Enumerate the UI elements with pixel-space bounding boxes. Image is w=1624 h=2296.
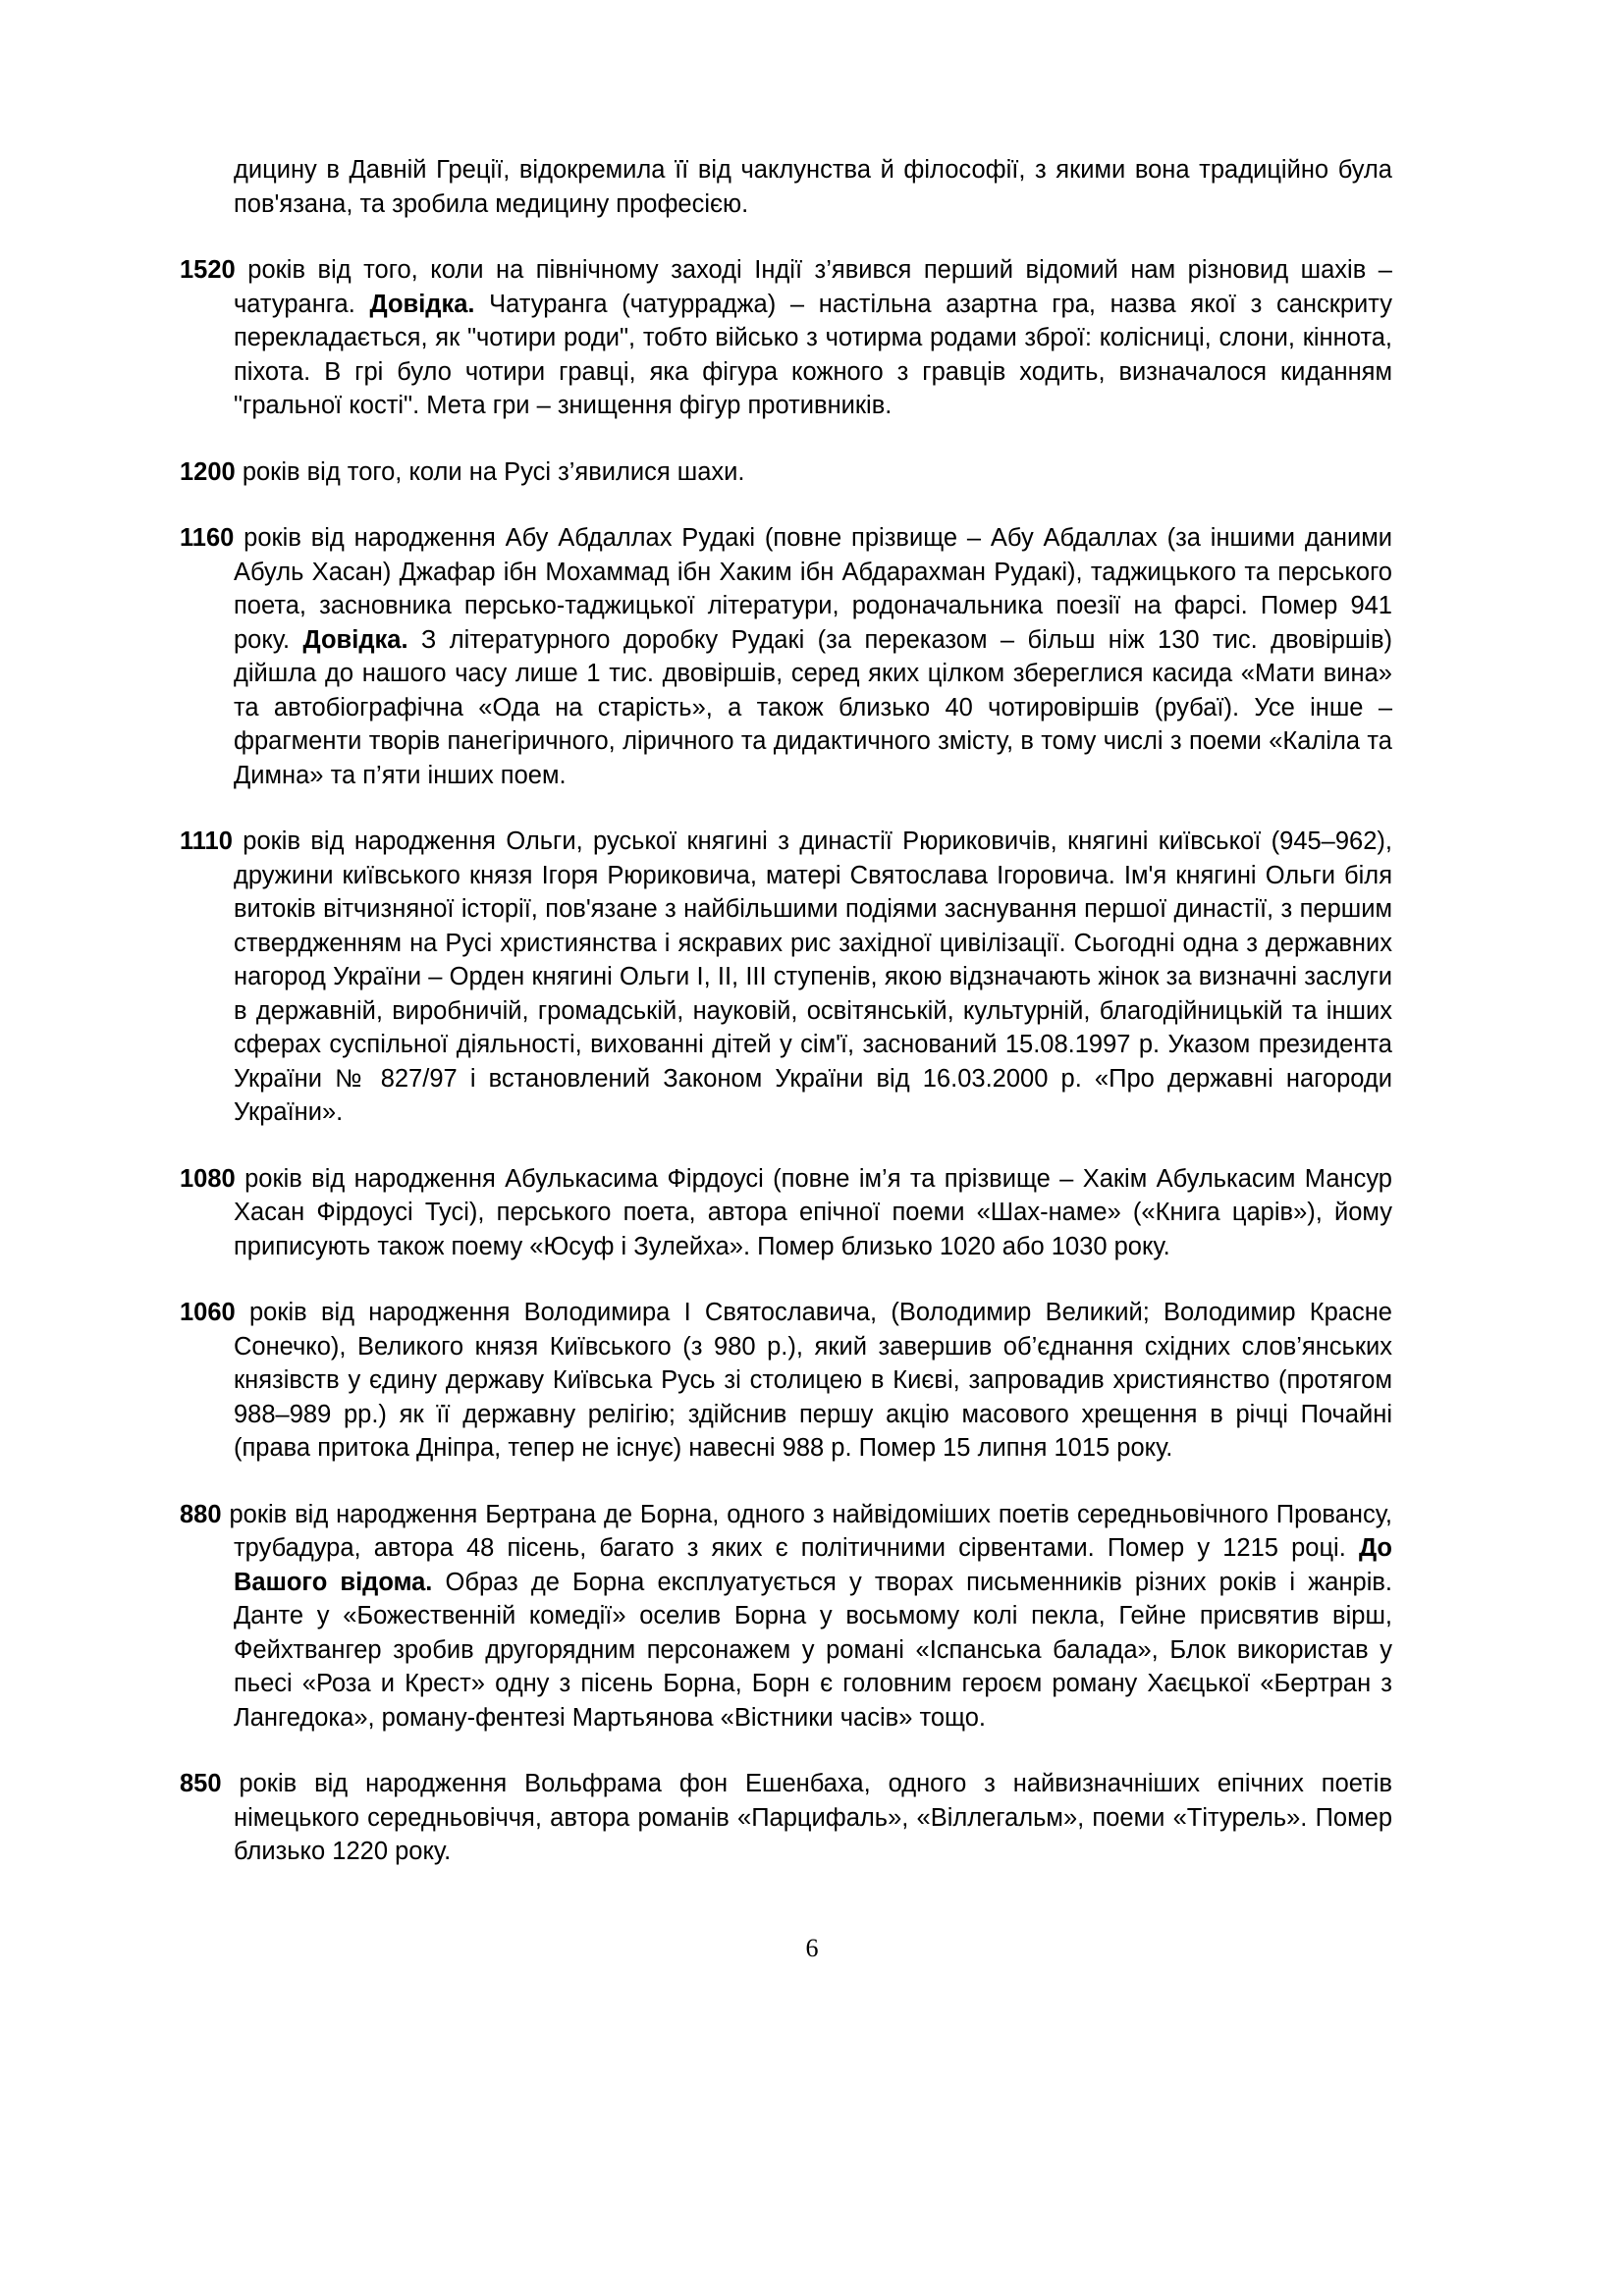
entry-year: 1160 (180, 524, 235, 552)
entry-850 (180, 1767, 1392, 1869)
entry-1200 (180, 455, 1392, 490)
entry-text: років від того, коли на північному заході Індії з’явився перший відомий нам різновид шахів – чатуранга. (234, 256, 1392, 318)
entry-text: років від того, коли на Русі з’явилися шахи. (235, 457, 745, 486)
entry-1060 (180, 1296, 1392, 1466)
entry-1160 (180, 521, 1392, 792)
entry-note-label: До Вашого відома. (234, 1534, 1392, 1596)
entry-note-text: Образ де Борна експлуатується у творах письменників різних років і жанрів. Данте у «Божественній комедії» оселив Борна у восьмому колі пекла, Гейне присвятив вірш, Фейхтвангер зробив другорядним персонажем у романі «Іспанська балада», Блок використав у пьесі «Роза и Крест» одну з пісень Борна, Борн є головним героєм роману Хаєцької «Бертран з Лангедока», роману-фентезі Мартьянова «Вістники часів» тощо. (234, 1568, 1393, 1732)
entry-1520 (180, 253, 1392, 423)
page-content (180, 153, 1392, 1901)
entry-note-label: Довідка. (369, 290, 475, 318)
entry-year: 850 (180, 1770, 222, 1797)
page-number: 6 (805, 1934, 819, 1962)
entry-note-label: Довідка. (302, 625, 408, 654)
entry-note-text: Чатуранга (чатурраджа) – настільна азартна гра, назва якої з санскриту перекладається, як "чотири роди", тобто військо з чотирма родами зброї: колісниці, слони, кіннота, піхота. В грі було чотири гравці, яка фігура кожного з гравців ходить, визначалося киданням "гральної кості". Мета гри – знищення фігур противників. (234, 290, 1393, 419)
entry-text: років від народження Володимира I Святославича, (Володимир Великий; Володимир Красне Сонечко), Великого князя Київського (з 980 р.), який завершив об’єднання східних слов’янських князівств у єдину державу Київська Русь зі столицею в Києві, запровадив християнство (протягом 988–989 рр.) як її державну релігію; здійснив першу акцію масового хрещення в річці Почайні (права притока Дніпра, тепер не існує) навесні 988 р. Помер 15 липня 1015 року. (234, 1299, 1392, 1462)
entry-text: років від народження Абулькасима Фірдоусі (повне ім’я та прізвище – Хакім Абулькасим Мансур Хасан Фірдоусі Тусі), перського поета, автора епічної поеми «Шах-наме» («Книга царів»), йому приписують також поему «Юсуф і Зулейха». Помер близько 1020 або 1030 року. (234, 1164, 1392, 1260)
entry-year: 880 (180, 1500, 222, 1528)
entry-year: 1060 (180, 1299, 236, 1326)
entry-year: 1110 (180, 828, 233, 855)
entry-1110 (180, 825, 1392, 1130)
entry-note-text: З літературного доробку Рудакі (за переказом – більш ніж 130 тис. двовіршів) дійшла до нашого часу лише 1 тис. двовіршів, серед яких цілком збереглися касида «Мати вина» та автобіографічна «Ода на старість», а також близько 40 чотировіршів (рубаї). Усе інше – фрагменти творів панегіричного, ліричного та дидактичного змісту, в тому числі з поеми «Каліла та Димна» та п’яти інших поем. (234, 625, 1392, 789)
entry-text: років від народження Вольфрама фон Ешенбаха, одного з найвизначніших епічних поетів німецького середньовіччя, автора романів «Парцифаль», «Віллегальм», поеми «Тітурель». Помер близько 1220 року. (221, 1770, 1392, 1865)
entry-text: років від народження Бертрана де Борна, одного з найвідоміших поетів середньовічного Провансу, трубадура, автора 48 пісень, багато з яких є політичними сірвентами. Помер у 1215 році. (221, 1500, 1392, 1562)
entry-text: років від народження Ольги, руської княгині з династії Рюриковичів, княгині київської (945–962), дружини київського князя Ігоря Рюриковича, матері Святослава Ігоровича. Ім'я княгині Ольги біля витоків вітчизняної історії, пов'язане з найбільшими подіями заснування першої династії, з першим ствердженням на Русі християнства і яскравих рис західної цивілізації. Сьогодні одна з державних нагород України – Орден княгині Ольги I, II, III ступенів, якою відзначають жінок за визначні заслуги в державній, виробничій, громадській, науковій, освітянській, культурній, благодійницькій та інших сферах суспільної діяльності, вихованні дітей у сім'ї, заснований 15.08.1997 р. Указом президента України № 827/97 і встановлений Законом України від 16.03.2000 р. «Про державні нагороди України». (232, 828, 1392, 1126)
entry-year: 1080 (180, 1164, 236, 1193)
entry-text: років від народження Абу Абдаллах Рудакі (повне прізвище – Абу Абдаллах (за іншими даними Абуль Хасан) Джафар ібн Мохаммад ібн Хаким ібн Абдарахман Рудакі), таджицького та перського поета, засновника персько-таджицької літератури, родоначальника поезії на фарсі. Помер 941 року. (234, 524, 1392, 654)
entry-1080 (180, 1162, 1392, 1264)
entry-880 (180, 1498, 1392, 1735)
entry-year: 1520 (180, 256, 236, 284)
intro-paragraph: дицину в Давній Греції, відокремила її від чаклунства й філософії, з якими вона традиційно була пов'язана, та зробила медицину професією. (234, 156, 1392, 218)
entry-year: 1200 (180, 457, 236, 486)
